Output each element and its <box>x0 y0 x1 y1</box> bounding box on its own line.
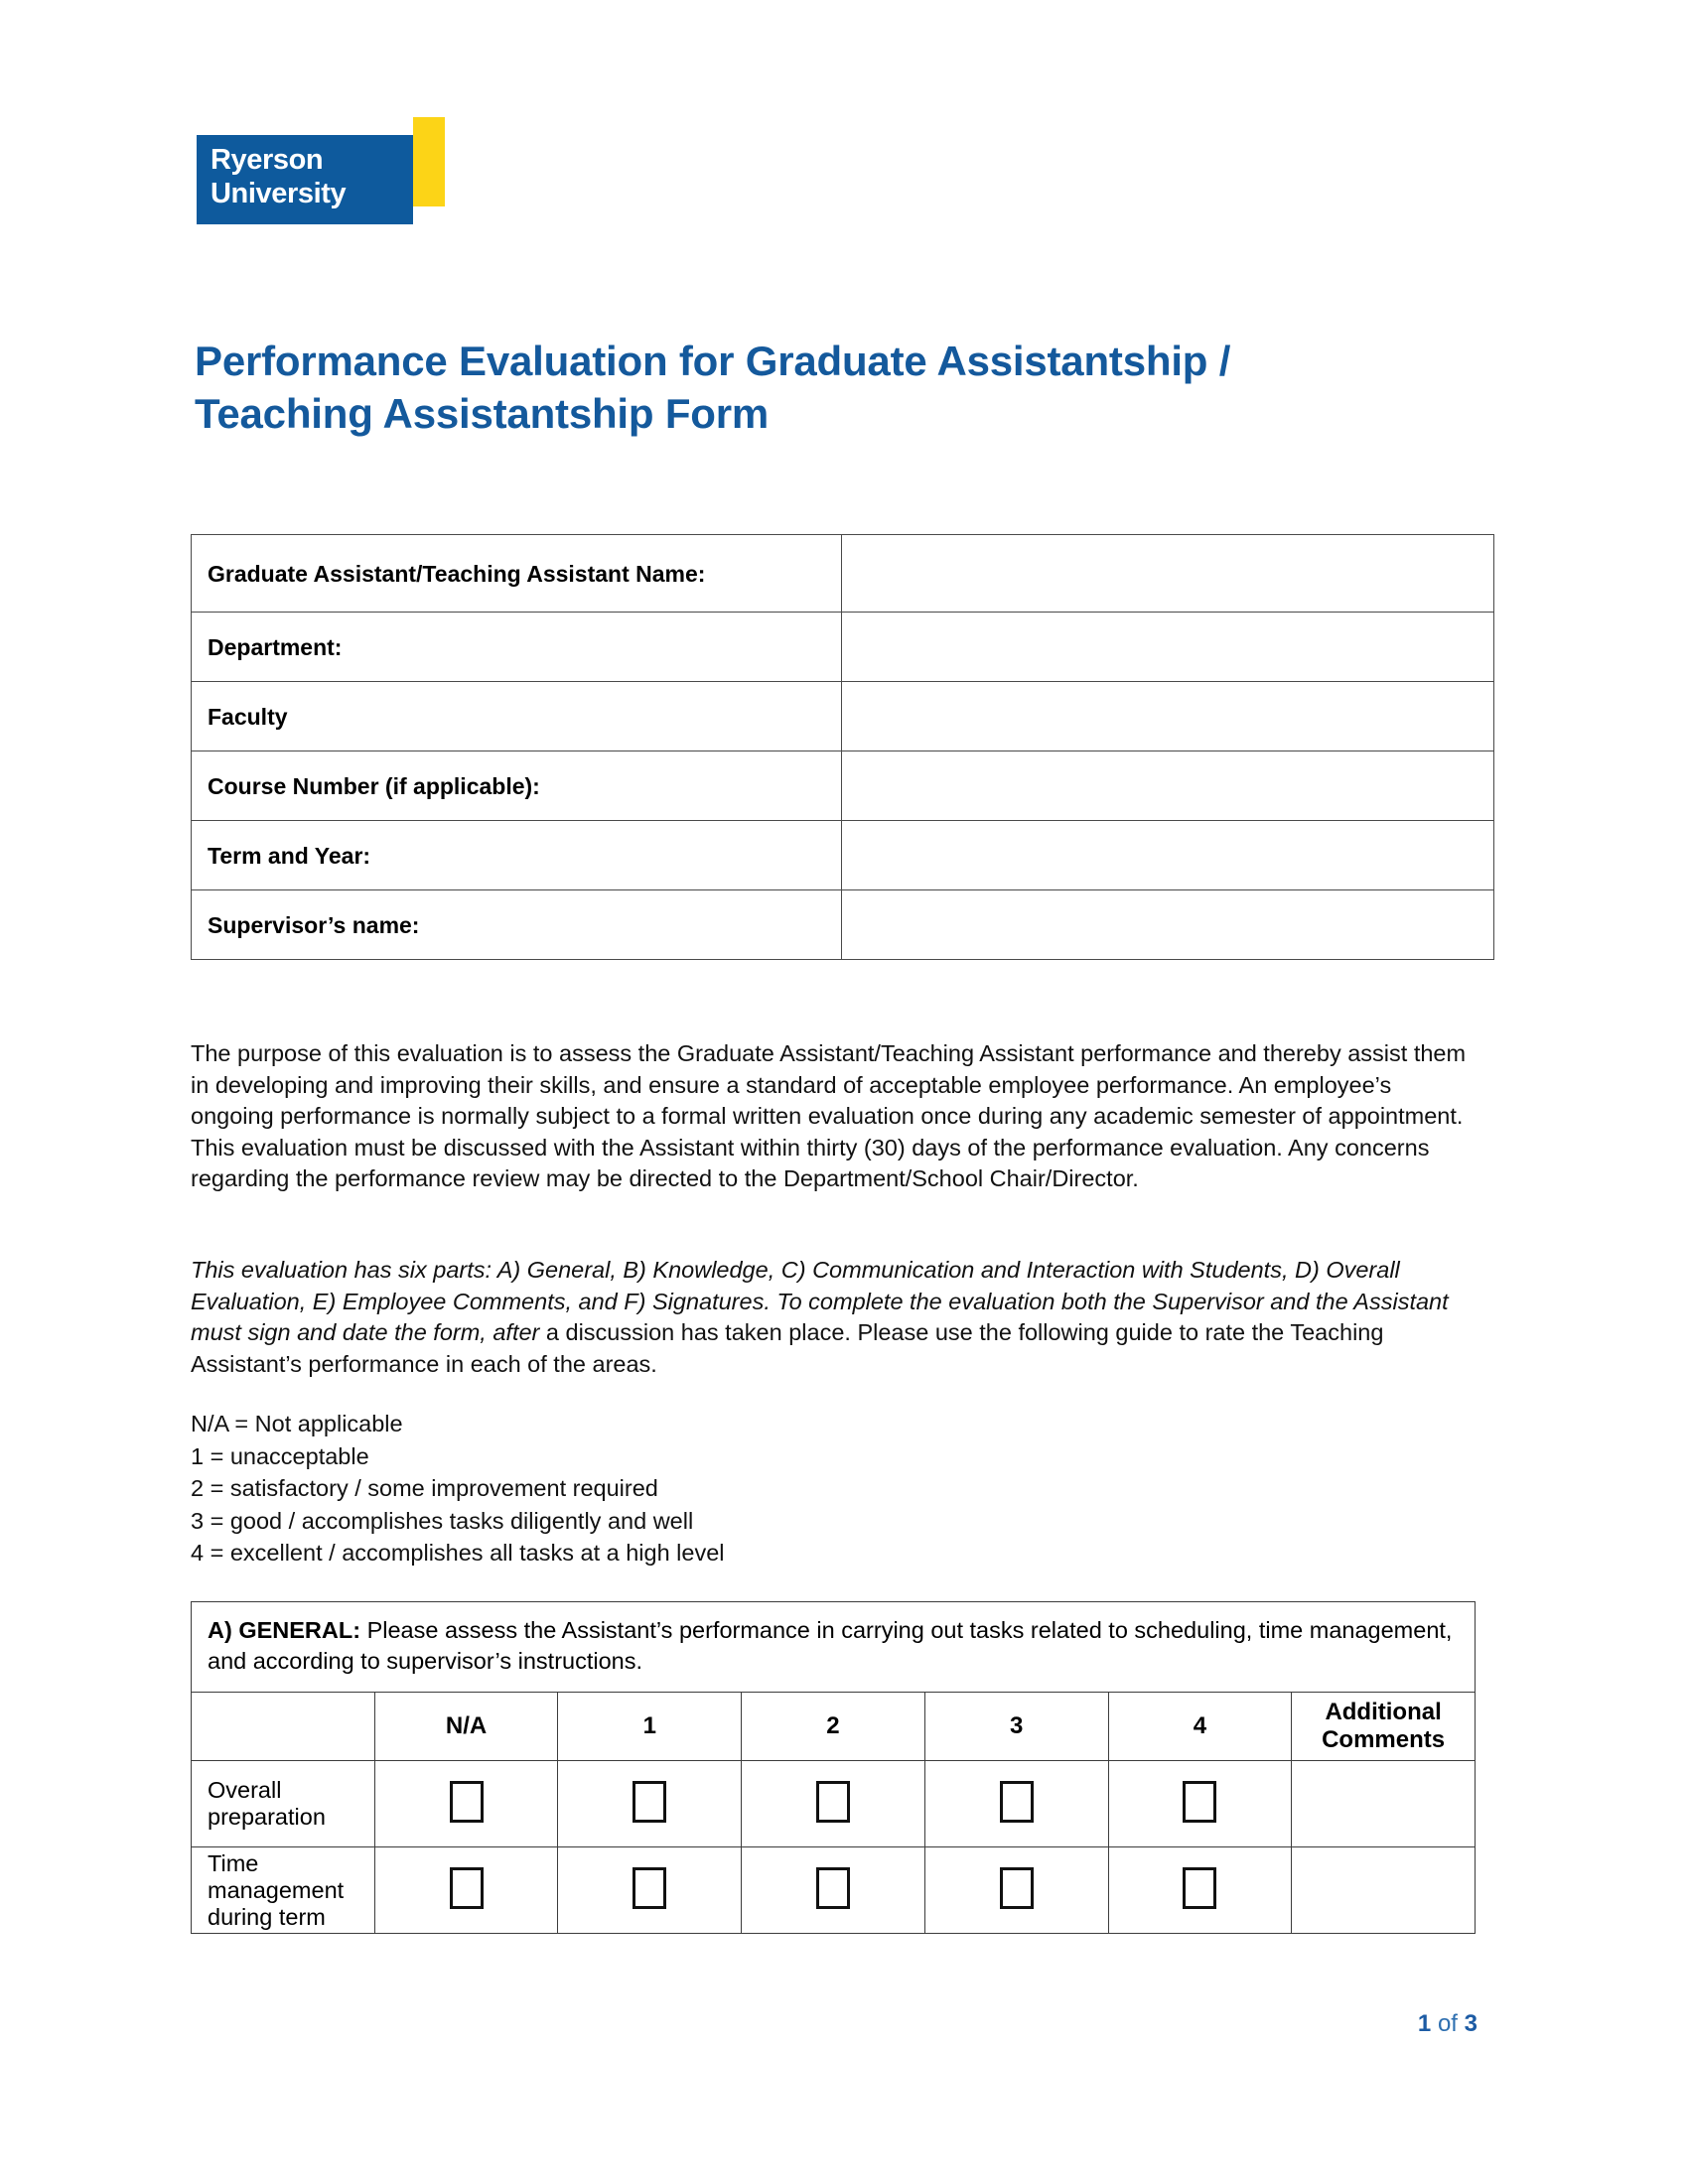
info-field-supervisor-name[interactable] <box>842 890 1494 960</box>
info-field-faculty[interactable] <box>842 682 1494 751</box>
criterion-overall-preparation: Overall preparation <box>192 1761 375 1847</box>
rating-scale-na: N/A = Not applicable <box>191 1411 403 1436</box>
checkbox-cell-time-management-3[interactable] <box>924 1847 1108 1934</box>
checkbox-icon[interactable] <box>816 1867 850 1909</box>
comments-field-time-management[interactable] <box>1292 1847 1476 1934</box>
info-field-department[interactable] <box>842 613 1494 682</box>
parts-paragraph <box>191 1255 1481 1380</box>
column-header-1: 1 <box>558 1693 742 1761</box>
info-label-term-and-year: Term and Year: <box>192 821 842 890</box>
comments-field-overall-preparation[interactable] <box>1292 1761 1476 1847</box>
checkbox-icon[interactable] <box>1183 1781 1216 1823</box>
table-row <box>192 890 1494 960</box>
checkbox-cell-overall-preparation-1[interactable] <box>558 1761 742 1847</box>
page-number-footer <box>1301 2010 1477 2038</box>
logo-line-university: University <box>211 178 347 209</box>
info-label-faculty: Faculty <box>192 682 842 751</box>
column-header-4: 4 <box>1108 1693 1292 1761</box>
footer-total-pages: 3 <box>1464 2010 1477 2037</box>
section-a-heading-label: A) GENERAL: <box>208 1617 361 1643</box>
purpose-paragraph: The purpose of this evaluation is to assess the Graduate Assistant/Teaching Assistant performance and thereby assist them in developing and improving their skills, and ensure a standard of acceptable employee performance. An employee’s ongoing performance is normally subject to a formal written evaluation once during any academic semester of appointment. This evaluation must be discussed with the Assistant within thirty (30) days of the performance evaluation. Any concerns regarding the performance review may be directed to the Department/School Chair/Director. <box>191 1040 1467 1191</box>
column-header-additional-comments: Additional Comments <box>1292 1693 1476 1761</box>
table-row <box>192 751 1494 821</box>
checkbox-cell-time-management-1[interactable] <box>558 1847 742 1934</box>
checkbox-cell-overall-preparation-4[interactable] <box>1108 1761 1292 1847</box>
table-row <box>192 1847 1476 1934</box>
footer-separator: of <box>1431 2010 1465 2037</box>
checkbox-icon[interactable] <box>450 1781 484 1823</box>
info-label-department: Department: <box>192 613 842 682</box>
section-a-heading-text: Please assess the Assistant’s performance in carrying out tasks related to scheduling, time management, and according to supervisor’s instructions. <box>208 1617 1453 1674</box>
checkbox-icon[interactable] <box>450 1867 484 1909</box>
ryerson-university-logo <box>197 117 455 224</box>
checkbox-cell-time-management-4[interactable] <box>1108 1847 1292 1934</box>
column-header-2: 2 <box>742 1693 925 1761</box>
checkbox-cell-overall-preparation-3[interactable] <box>924 1761 1108 1847</box>
rating-scale-1: 1 = unacceptable <box>191 1442 369 1469</box>
info-label-supervisor-name: Supervisor’s name: <box>192 890 842 960</box>
parts-paragraph-italic-lead: This evaluation has six parts: A) General, B) Knowledge, C) Communication and Interaction with Students, D) Overall Evaluation, E) Employee Comments, and F) Signatures. To complete the evaluation both the Supervisor and the Assistant must sign and date the form, <box>191 1257 1449 1345</box>
checkbox-icon[interactable] <box>1000 1781 1034 1823</box>
section-a-general-table <box>191 1601 1476 1934</box>
table-row <box>192 613 1494 682</box>
checkbox-icon[interactable] <box>1183 1867 1216 1909</box>
checkbox-cell-overall-preparation-na[interactable] <box>374 1761 558 1847</box>
applicant-info-table <box>191 534 1494 960</box>
rating-scale-legend <box>191 1408 1084 1570</box>
parts-paragraph-roman-tail: a discussion has taken place. Please use the following guide to rate the Teaching Assistant’s performance in each of the areas. <box>191 1319 1384 1377</box>
column-header-item <box>192 1693 375 1761</box>
table-row <box>192 1602 1476 1693</box>
table-row <box>192 682 1494 751</box>
info-field-course-number[interactable] <box>842 751 1494 821</box>
table-header-row <box>192 1693 1476 1761</box>
checkbox-icon[interactable] <box>633 1781 666 1823</box>
page-title: Performance Evaluation for Graduate Assistantship / Teaching Assistantship Form <box>195 338 1231 437</box>
checkbox-cell-time-management-na[interactable] <box>374 1847 558 1934</box>
checkbox-icon[interactable] <box>816 1781 850 1823</box>
criterion-time-management-during-term: Time management during term <box>192 1847 375 1934</box>
rating-scale-4: 4 = excellent / accomplishes all tasks at a high level <box>191 1540 725 1566</box>
logo-line-ryerson: Ryerson <box>211 144 324 176</box>
table-row <box>192 535 1494 613</box>
checkbox-cell-overall-preparation-2[interactable] <box>742 1761 925 1847</box>
info-field-term-and-year[interactable] <box>842 821 1494 890</box>
rating-scale-3: 3 = good / accomplishes tasks diligently and well <box>191 1507 694 1534</box>
checkbox-cell-time-management-2[interactable] <box>742 1847 925 1934</box>
logo-yellow-bar <box>413 117 445 206</box>
table-row <box>192 821 1494 890</box>
info-field-name[interactable] <box>842 535 1494 613</box>
info-label-course-number: Course Number (if applicable): <box>192 751 842 821</box>
column-header-3: 3 <box>924 1693 1108 1761</box>
section-a-heading <box>192 1602 1476 1693</box>
column-header-na: N/A <box>374 1693 558 1761</box>
checkbox-icon[interactable] <box>1000 1867 1034 1909</box>
table-row <box>192 1761 1476 1847</box>
checkbox-icon[interactable] <box>633 1867 666 1909</box>
logo-wordmark <box>211 143 413 210</box>
rating-scale-2: 2 = satisfactory / some improvement required <box>191 1475 658 1501</box>
info-label-name: Graduate Assistant/Teaching Assistant Name: <box>192 535 842 613</box>
footer-current-page: 1 <box>1417 2010 1432 2037</box>
parts-paragraph-italic-after: after <box>492 1319 540 1345</box>
